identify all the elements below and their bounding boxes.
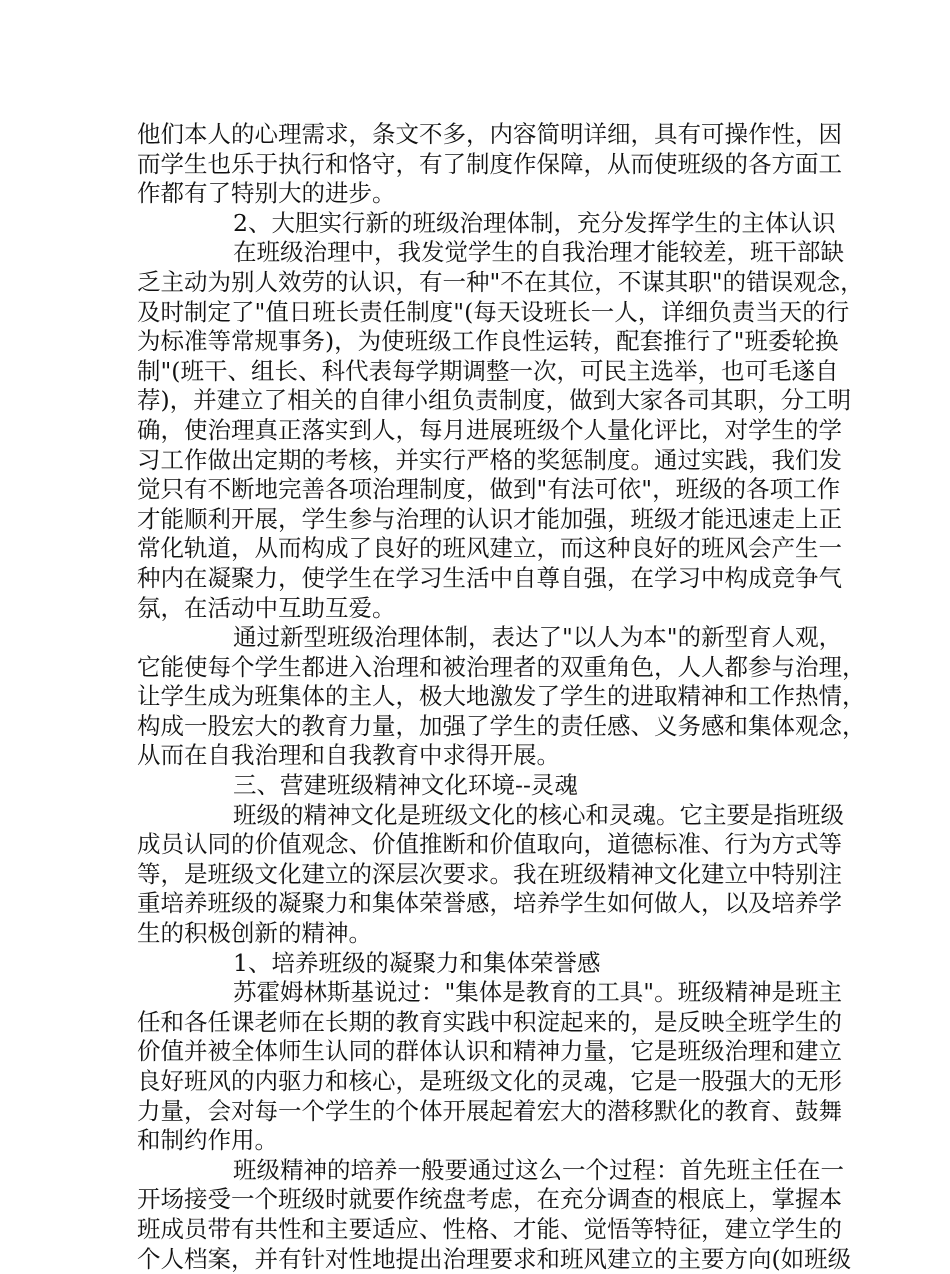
text-line: 才能顺利开展，学生参与治理的认识才能加强，班级才能迅速走上正 <box>137 504 842 533</box>
text-line: 班级的精神文化是班级文化的核心和灵魂。它主要是指班级 <box>233 800 844 829</box>
text-line: 力量，会对每一个学生的个体开展起着宏大的潜移默化的教育、鼓舞 <box>137 1096 842 1125</box>
text-line: 常化轨道，从而构成了良好的班风建立，而这种良好的班风会产生一 <box>137 534 842 563</box>
text-line: 重培养班级的凝聚力和集体荣誉感，培养学生如何做人，以及培养学 <box>137 889 842 918</box>
text-line: 氛，在活动中互助互爱。 <box>137 593 396 622</box>
text-line: 从而在自我治理和自我教育中求得开展。 <box>137 741 560 770</box>
text-line: 让学生成为班集体的主人，极大地激发了学生的进取精神和工作热情， <box>137 682 866 711</box>
text-line: 为标准等常规事务)，为使班级工作良性运转，配套推行了"班委轮换 <box>137 327 839 356</box>
text-line: 在班级治理中，我发觉学生的自我治理才能较差，班干部缺 <box>233 238 844 267</box>
text-line: 开场接受一个班级时就要作统盘考虑，在充分调查的根底上，掌握本 <box>137 1185 842 1214</box>
text-line: 2、大胆实行新的班级治理体制，充分发挥学生的主体认识 <box>233 208 836 237</box>
body-text <box>137 120 866 1274</box>
text-line: 良好班风的内驱力和核心，是班级文化的灵魂，它是一股强大的无形 <box>137 1067 842 1095</box>
text-line: 觉只有不断地完善各项治理制度，做到"有法可依"，班级的各项工作 <box>137 475 841 504</box>
text-line: 他们本人的心理需求，条文不多，内容简明详细，具有可操作性，因 <box>137 120 842 148</box>
text-line: 制"(班干、组长、科代表每学期调整一次，可民主选举，也可毛遂自 <box>137 356 839 385</box>
text-line: 荐)，并建立了相关的自律小组负责制度，做到大家各司其职，分工明 <box>137 386 852 415</box>
text-line: 苏霍姆林斯基说过："集体是教育的工具"。班级精神是班主 <box>233 978 843 1007</box>
text-line: 生的积极创新的精神。 <box>137 919 372 948</box>
text-line: 习工作做出定期的考核，并实行严格的奖惩制度。通过实践，我们发 <box>137 445 842 474</box>
text-line: 1、培养班级的凝聚力和集体荣誉感 <box>233 948 601 977</box>
text-line: 任和各任课老师在长期的教育实践中积淀起来的，是反映全班学生的 <box>137 1007 842 1036</box>
text-line: 及时制定了"值日班长责任制度"(每天设班长一人，详细负责当天的行 <box>137 297 850 326</box>
text-line: 个人档案，并有针对性地提出治理要求和班风建立的主要方向(如班级 <box>137 1244 852 1273</box>
text-line: 三、营建班级精神文化环境--灵魂 <box>233 771 578 800</box>
text-line: 它能使每个学生都进入治理和被治理者的双重角色，人人都参与治理， <box>137 652 866 681</box>
text-line: 乏主动为别人效劳的认识，有一种"不在其位，不谋其职"的错误观念， <box>137 267 864 296</box>
text-line: 种内在凝聚力，使学生在学习生活中自尊自强，在学习中构成竞争气 <box>137 563 842 592</box>
text-line: 价值并被全体师生认同的群体认识和精神力量，它是班级治理和建立 <box>137 1037 842 1066</box>
text-line: 和制约作用。 <box>137 1126 278 1155</box>
text-line: 班级精神的培养一般要通过这么一个过程：首先班主任在一 <box>233 1155 844 1184</box>
text-line: 班成员带有共性和主要适应、性格、才能、觉悟等特征，建立学生的 <box>137 1214 842 1243</box>
text-line: 作都有了特别大的进步。 <box>137 179 396 208</box>
text-line: 构成一股宏大的教育力量，加强了学生的责任感、义务感和集体观念， <box>137 711 866 740</box>
text-line: 通过新型班级治理体制，表达了"以人为本"的新型育人观， <box>233 623 843 652</box>
text-line: 等，是班级文化建立的深层次要求。我在班级精神文化建立中特别注 <box>137 859 842 888</box>
text-line: 成员认同的价值观念、价值推断和价值取向，道德标准、行为方式等 <box>137 830 842 859</box>
text-line: 而学生也乐于执行和恪守，有了制度作保障，从而使班级的各方面工 <box>137 149 842 178</box>
text-line: 确，使治理真正落实到人，每月进展班级个人量化评比，对学生的学 <box>137 415 842 444</box>
